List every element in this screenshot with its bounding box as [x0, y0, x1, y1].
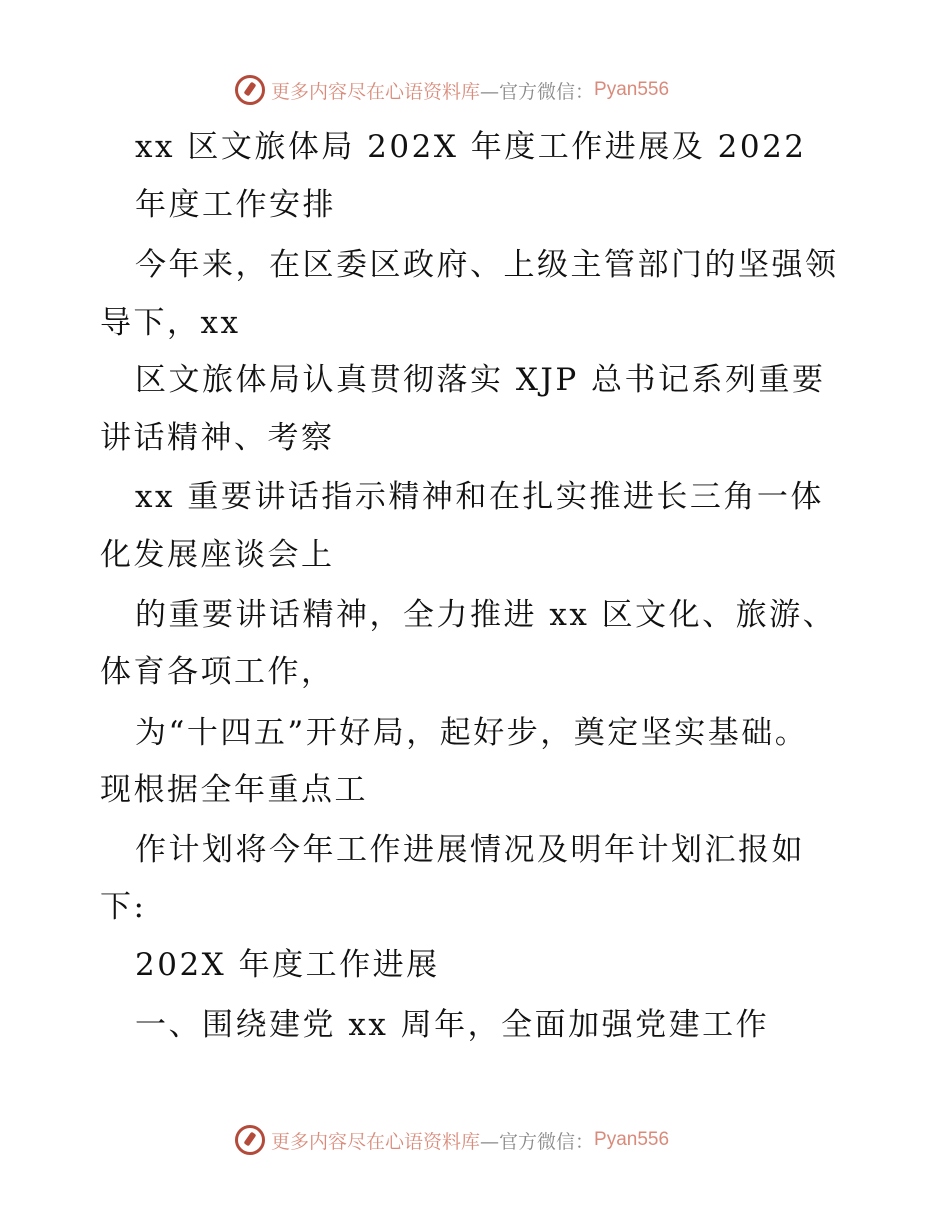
- section-heading: 202X 年度工作进展: [135, 947, 440, 983]
- title-line-1: xx 区文旅体局 202X 年度工作进展及 2022: [135, 129, 807, 165]
- title-line-2: 年度工作安排: [135, 187, 336, 223]
- watermark-text: 更多内容尽在心语资料库: [271, 80, 481, 103]
- paragraph-line: 今年来，在区委区政府、上级主管部门的坚强领: [135, 247, 839, 283]
- paragraph-line: 体育各项工作，: [100, 654, 335, 690]
- paragraph-line: 下:: [100, 889, 147, 925]
- header-watermark: [235, 75, 669, 105]
- pen-logo-icon: [235, 75, 265, 105]
- subsection-heading: 一、围绕建党 xx 周年，全面加强党建工作: [135, 1007, 770, 1043]
- watermark-id: Pyan556: [594, 1129, 670, 1150]
- paragraph-line: 作计划将今年工作进展情况及明年计划汇报如: [135, 832, 805, 868]
- pen-logo-icon: [235, 1125, 265, 1155]
- watermark-text: 更多内容尽在心语资料库: [271, 1130, 481, 1153]
- watermark-label: —官方微信：: [480, 80, 595, 103]
- watermark-id: Pyan556: [594, 79, 670, 100]
- paragraph-line: 讲话精神、考察: [100, 420, 335, 456]
- paragraph-line: 为“十四五”开好局，起好步，奠定坚实基础。: [135, 715, 809, 751]
- paragraph-line: 化发展座谈会上: [100, 537, 335, 573]
- paragraph-line: 的重要讲话精神，全力推进 xx 区文化、旅游、: [135, 597, 837, 633]
- paragraph-line: xx 重要讲话指示精神和在扎实推进长三角一体: [135, 479, 824, 515]
- paragraph-line: 区文旅体局认真贯彻落实 XJP 总书记系列重要: [135, 362, 826, 398]
- footer-watermark: [235, 1125, 669, 1155]
- paragraph-line: 导下，xx: [100, 305, 241, 341]
- watermark-label: —官方微信：: [480, 1130, 595, 1153]
- paragraph-line: 现根据全年重点工: [100, 772, 368, 808]
